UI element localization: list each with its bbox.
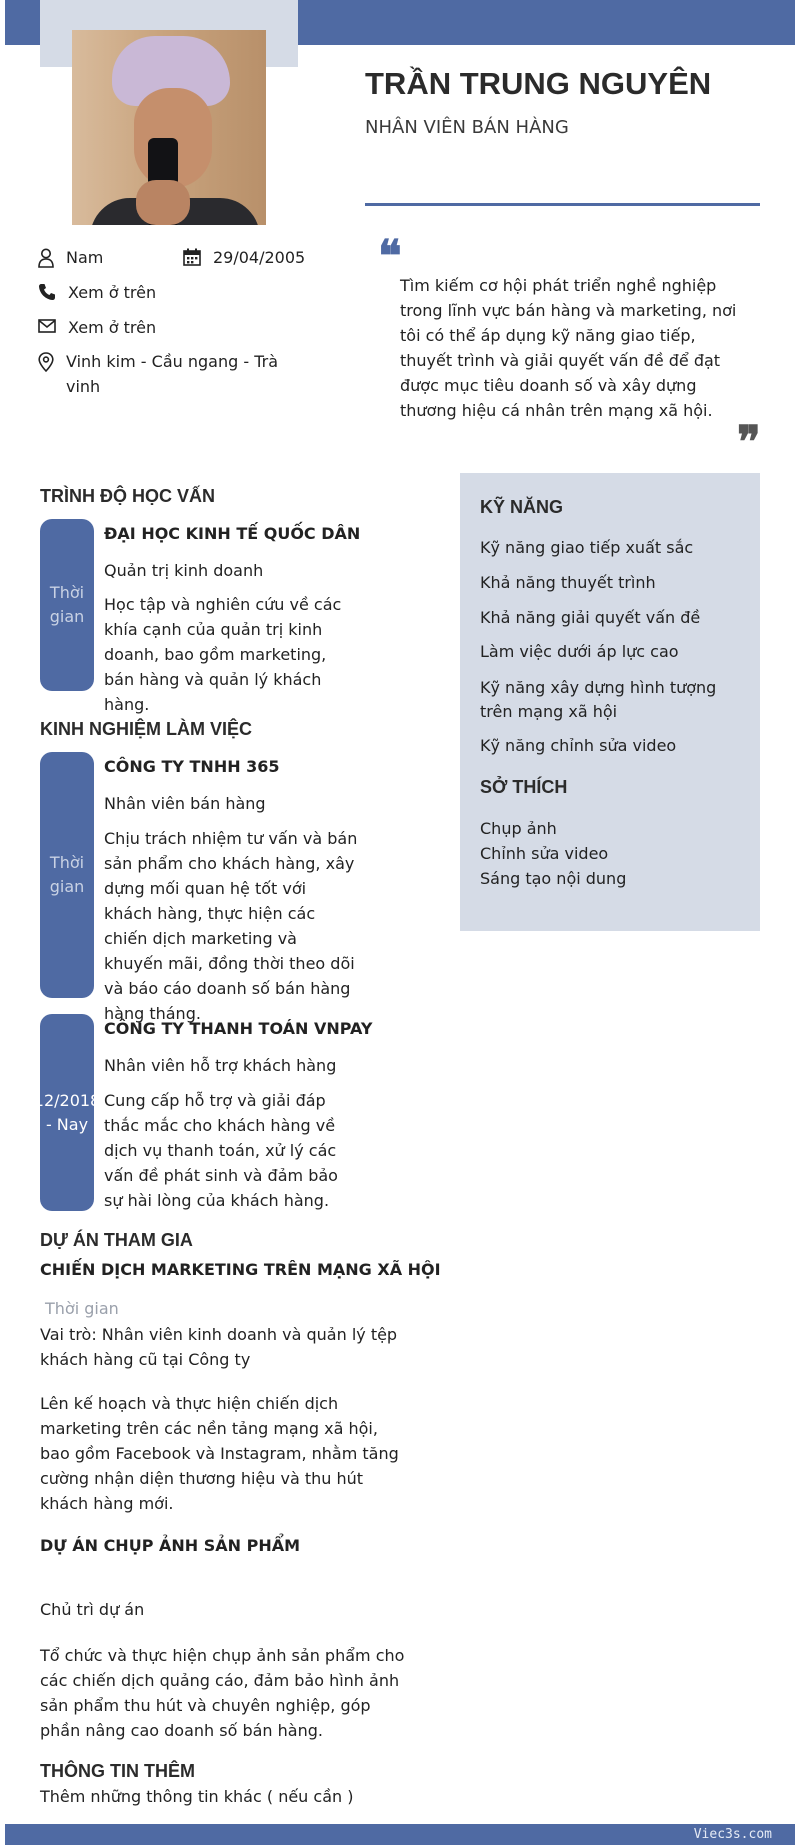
experience-2-time-pill: 12/2018 - Nay [40, 1014, 94, 1211]
project-2-role: Chủ trì dự án [40, 1600, 145, 1619]
education-major: Quản trị kinh doanh [104, 561, 264, 580]
quote-close-icon: ❞ [737, 417, 761, 468]
address-row [38, 349, 288, 399]
skill-item: Khả năng thuyết trình [480, 573, 656, 592]
experience-1-company: CÔNG TY TNHH 365 [104, 757, 280, 776]
profile-photo [72, 30, 266, 225]
candidate-name: TRẦN TRUNG NGUYÊN [365, 66, 712, 101]
title-divider [365, 203, 760, 206]
footer-bar [5, 1824, 795, 1845]
project-1-description: Lên kế hoạch và thực hiện chiến dịch marketing trên các nền tảng mạng xã hội, bao gồm Facebook và Instagram, nhằm tăng cường nhận diện thương hiệu và thu hút khách hàng mới. [40, 1394, 399, 1513]
education-title: TRÌNH ĐỘ HỌC VẤN [40, 486, 215, 506]
projects-title: DỰ ÁN THAM GIA [40, 1230, 193, 1250]
experience-title: KINH NGHIỆM LÀM VIỆC [40, 719, 253, 739]
experience-1-time-pill: Thời gian [40, 752, 94, 998]
experience-2-description: Cung cấp hỗ trợ và giải đáp thắc mắc cho khách hàng về dịch vụ thanh toán, xử lý các vấn đề phát sinh và đảm bảo sự hài lòng của khách hàng. [104, 1091, 338, 1210]
watermark: Viec3s.com [693, 1827, 772, 1842]
gender-value: Nam [66, 248, 104, 267]
skill-item: Kỹ năng chỉnh sửa video [480, 736, 677, 755]
hobbies-title: SỞ THÍCH [480, 777, 568, 797]
additional-title: THÔNG TIN THÊM [40, 1761, 195, 1781]
skill-item: Khả năng giải quyết vấn đề [480, 608, 701, 627]
location-pin-icon [38, 352, 54, 372]
phone-value: Xem ở trên [68, 283, 157, 302]
project-1-name: CHIẾN DỊCH MARKETING TRÊN MẠNG XÃ HỘI [40, 1260, 441, 1279]
person-icon [38, 248, 54, 268]
project-2-description: Tổ chức và thực hiện chụp ảnh sản phẩm cho các chiến dịch quảng cáo, đảm bảo hình ảnh sản phẩm thu hút và chuyên nghiệp, góp phần nâng cao doanh số bán hàng. [40, 1646, 405, 1740]
address-value: Vinh kim - Cầu ngang - Trà vinh [66, 352, 278, 396]
project-1-role: Vai trò: Nhân viên kinh doanh và quản lý tệp khách hàng cũ tại Công ty [40, 1325, 398, 1369]
email-value: Xem ở trên [68, 318, 157, 337]
education-school: ĐẠI HỌC KINH TẾ QUỐC DÂN [104, 524, 361, 543]
birthdate-row [183, 245, 305, 270]
project-1-time: Thời gian [45, 1299, 119, 1318]
email-row [38, 315, 156, 340]
skill-item: Kỹ năng xây dựng hình tượng trên mạng xã hội [480, 678, 717, 721]
job-title: NHÂN VIÊN BÁN HÀNG [365, 117, 569, 138]
career-objective: Tìm kiếm cơ hội phát triển nghề nghiệp trong lĩnh vực bán hàng và marketing, nơi tôi có thể áp dụng kỹ năng giao tiếp, thuyết trình và giải quyết vấn đề để đạt được mục tiêu doanh số và xây dựng thương hiệu cá nhân trên mạng xã hội. [400, 276, 737, 420]
project-2-name: DỰ ÁN CHỤP ẢNH SẢN PHẨM [40, 1536, 301, 1555]
experience-2-position: Nhân viên hỗ trợ khách hàng [104, 1056, 337, 1075]
education-description: Học tập và nghiên cứu về các khía cạnh của quản trị kinh doanh, bao gồm marketing, bán hàng và quản lý khách hàng. [104, 595, 342, 714]
phone-row [38, 280, 156, 305]
hobby-item: Sáng tạo nội dung [480, 869, 627, 888]
experience-2-company: CÔNG TY THANH TOÁN VNPAY [104, 1019, 373, 1038]
phone-icon [38, 283, 56, 301]
hobby-item: Chỉnh sửa video [480, 844, 609, 863]
experience-1-position: Nhân viên bán hàng [104, 794, 266, 813]
skills-title: KỸ NĂNG [480, 497, 564, 517]
mail-icon [38, 318, 56, 334]
hobby-item: Chụp ảnh [480, 819, 557, 838]
additional-text: Thêm những thông tin khác ( nếu cần ) [40, 1787, 354, 1806]
gender-row [38, 245, 103, 270]
experience-1-description: Chịu trách nhiệm tư vấn và bán sản phẩm cho khách hàng, xây dựng mối quan hệ tốt với khách hàng, thực hiện các chiến dịch marketing và khuyến mãi, đồng thời theo dõi và báo cáo doanh số bán hàng hàng tháng. [104, 829, 358, 1023]
education-time-pill: Thời gian [40, 519, 94, 691]
skill-item: Kỹ năng giao tiếp xuất sắc [480, 538, 694, 557]
calendar-icon [183, 248, 201, 266]
skill-item: Làm việc dưới áp lực cao [480, 642, 679, 661]
quote-open-icon: ❝ [378, 231, 402, 282]
birthdate-value: 29/04/2005 [213, 248, 306, 267]
